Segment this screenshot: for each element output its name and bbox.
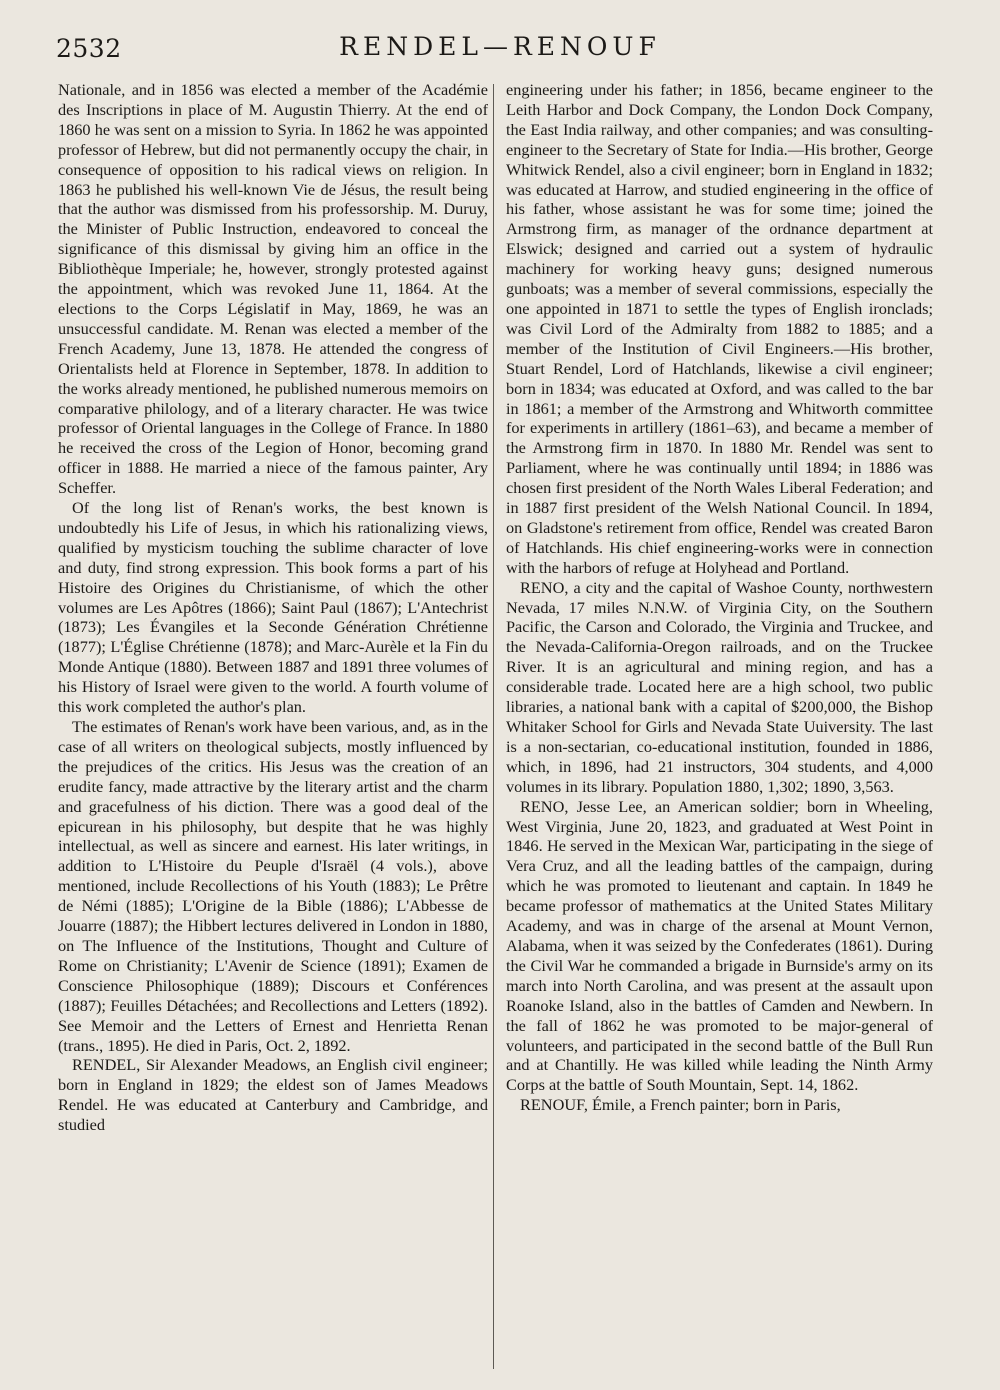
paragraph-renan-estimates: The estimates of Renan's work have been various, and, as in the case of all writers on theological subjects, mostly influenced by the prejudices of the critics. His Jesus was the creation of an erudite fancy, made attractive by the literary artist and the charm and gracefulness of his diction. There was a good deal of the epicurean in his philosophy, but despite that he was highly intellectual, as well as sincere and earnest. His later writings, in addition to L'Histoire du Peuple d'Israël (4 vols.), above mentioned, include Recollections of his Youth (1883); Le Prêtre de Némi (1885); L'Origine de la Bible (1886); L'Abbesse de Jouarre (1887); the Hibbert lectures delivered in London in 1880, on The Influence of the Institutions, Thought and Culture of Rome on Christianity; L'Avenir de Science (1891); Examen de Conscience Philosophique (1889); Discours et Conférences (1887); Feuilles Détachées; and Recollections and Letters (1892). See Memoir and the Letters of Ernest and Henrietta Renan (trans., 1895). He died in Paris, Oct. 2, 1892.	[58, 717, 488, 1055]
paragraph-rendel-alexander: RENDEL, Sir Alexander Meadows, an English civil engineer; born in England in 1829; the eldest son of James Meadows Rendel. He was educated at Canterbury and Cambridge, and studied	[58, 1055, 488, 1135]
paragraph-reno-jesse-lee: RENO, Jesse Lee, an American soldier; born in Wheeling, West Virginia, June 20, 1823, and graduated at West Point in 1846. He served in the Mexican War, participating in the siege of Vera Cruz, and all the leading battles of the campaign, during which he was promoted to lieutenant and captain. In 1849 he became professor of mathematics at the United States Military Academy, and was in charge of the arsenal at Mount Vernon, Alabama, when it was seized by the Confederates (1861). During the Civil War he commanded a brigade in Burnside's army on its march into North Carolina, and was present at the assault upon Roanoke Island, also in the battles of Camden and Newbern. In the fall of 1862 he was promoted to be major-general of volunteers, and participated in the second battle of the Bull Run and at Chantilly. He was killed while leading the Ninth Army Corps at the battle of South Mountain, Sept. 14, 1862.	[506, 796, 933, 1095]
paragraph-renan-career: Nationale, and in 1856 was elected a member of the Académie des Inscriptions in place of M. Augustin Thierry. At the end of 1860 he was sent on a mission to Syria. In 1862 he was appointed professor of Hebrew, but did not permanently occupy the chair, in consequence of opposition to his radical views on religion. In 1863 he published his well-known Vie de Jésus, the result being that the author was dismissed from his professorship. M. Duruy, the Minister of Public Instruction, endeavored to conceal the significance of this dismissal by giving him an office in the Bibliothèque Imperiale; he, however, strongly protested against the appointment, which was revoked June 11, 1864. At the elections to the Corps Législatif in May, 1869, he was an unsuccessful candidate. M. Renan was elected a member of the French Academy, June 13, 1878. He attended the congress of Orientalists held at Florence in September, 1878. In addition to the works already mentioned, he published numerous memoirs on comparative philology, and of a literary character. He was twice professor of Oriental languages in the College of France. In 1880 he received the cross of the Legion of Honor, becoming grand officer in 1888. He married a niece of the famous painter, Ary Scheffer.	[58, 80, 488, 498]
page-number: 2532	[56, 34, 122, 63]
right-column	[506, 80, 933, 1375]
running-head: RENDEL—RENOUF	[339, 32, 661, 61]
paragraph-rendel-brothers: engineering under his father; in 1856, became engineer to the Leith Harbor and Dock Company, the London Dock Company, the East India railway, and other companies; and was consulting-engineer to the Secretary of State for India.—His brother, George Whitwick Rendel, also a civil engineer; born in England in 1832; was educated at Harrow, and studied engineering in the office of his father, whose assistant he was for some time; joined the Armstrong firm, as manager of the ordnance department at Elswick; designed and carried out a system of hydraulic machinery for working heavy guns; designed numerous gunboats; was a member of several commissions, especially the one appointed in 1871 to settle the types of English ironclads; was Civil Lord of the Admiralty from 1882 to 1885; and a member of the Institution of Civil Engineers.—His brother, Stuart Rendel, Lord of Hatchlands, likewise a civil engineer; born in 1834; was educated at Oxford, and was called to the bar in 1861; a member of the Armstrong and Whitworth committee for experiments in artillery (1861–63), and became a member of the Armstrong firm in 1870. In 1880 Mr. Rendel was sent to Parliament, where he was continually until 1894; in 1886 was chosen first president of the North Wales Liberal Federation; and in 1887 first president of the Welsh National Council. In 1894, on Gladstone's retirement from office, Rendel was created Baron of Hatchlands. His chief engineering-works were in connection with the harbors of refuge at Holyhead and Portland.	[506, 80, 933, 577]
left-column	[58, 80, 488, 1375]
paragraph-renouf-emile: RENOUF, Émile, a French painter; born in Paris,	[520, 1095, 841, 1115]
column-divider	[493, 84, 494, 1369]
paragraph-reno-city: RENO, a city and the capital of Washoe County, northwestern Nevada, 17 miles N.N.W. of Virginia City, on the Southern Pacific, the Carson and Colorado, the Virginia and Truckee, and the Nevada-California-Oregon railroads, and on the Truckee River. It is an agricultural and mining region, and has a considerable trade. Located here are a high school, two public libraries, a national bank with a capital of $200,000, the Bishop Whitaker School for Girls and Nevada State Uuiversity. The last is a non-sectarian, co-educational institution, founded in 1886, which, in 1896, had 21 instructors, 304 students, and 4,000 volumes in its library. Population 1880, 1,302; 1890, 3,563.	[506, 577, 933, 796]
paragraph-renan-works: Of the long list of Renan's works, the best known is undoubtedly his Life of Jesus, in which his rationalizing views, qualified by mysticism touching the sublime character of love and duty, find strong expression. This book forms a part of his Histoire des Origines du Christianisme, of which the other volumes are Les Apôtres (1866); Saint Paul (1867); L'Antechrist (1873); Les Évangiles et la Seconde Génération Chrétienne (1877); L'Église Chrétienne (1878); and Marc-Aurèle et la Fin du Monde Antique (1880). Between 1887 and 1891 three volumes of his History of Israel were given to the world. A fourth volume of this work completed the author's plan.	[58, 498, 488, 717]
